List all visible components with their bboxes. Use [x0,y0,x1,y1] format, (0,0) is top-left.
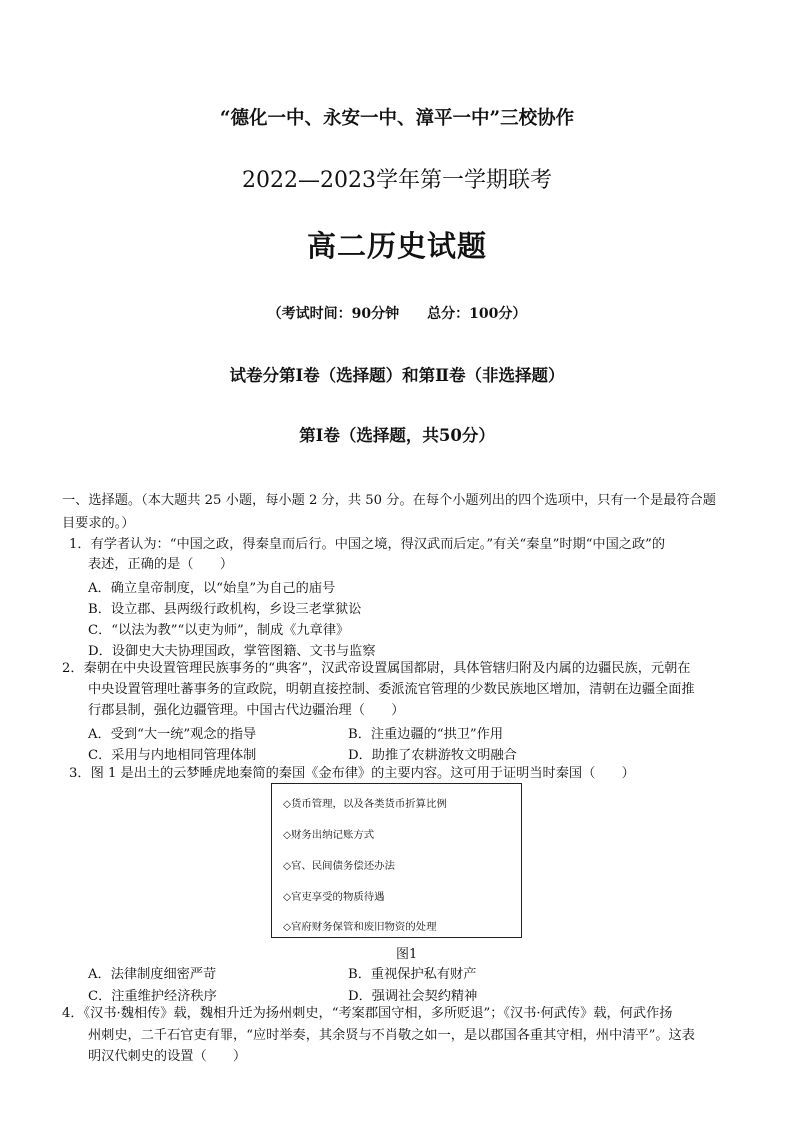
question-stem-line: 行郡县制，强化边疆管理。中国古代边疆治理（ ） [88,703,405,718]
option-c: C．注重维护经济秩序 [88,989,217,1004]
exam-term: 2022—2023学年第一学期联考 [242,168,552,193]
option-b: B．注重边疆的“拱卫”作用 [348,727,504,742]
exam-info [0,303,794,323]
question-stem-line: 1．有学者认为：“中国之政，得秦皇而后行。中国之境，得汉武而后定。”有关“秦皇”时期“中国之政”的 [69,537,666,552]
question-stem-line: 明汉代刺史的设置（ ） [88,1049,247,1064]
figure-item: ◇货币管理，以及各类货币折算比例 [283,798,447,810]
figure-caption: 图1 [396,947,418,962]
figure-1-box [271,783,522,938]
option-b: B．设立郡、县两级行政机构，乡设三老掌狱讼 [88,602,362,617]
paper-structure-note: 试卷分第Ⅰ卷（选择题）和第Ⅱ卷（非选择题） [229,366,565,385]
exam-time: （考试时间：90分钟 [267,306,400,322]
option-b: B．重视保护私有财产 [348,967,477,982]
option-d: D．设御史大夫协理国政，掌管图籍、文书与监察 [88,644,376,659]
exam-total-score: 总分：100分） [427,306,527,322]
option-a: A．法律制度细密严苛 [88,967,217,982]
part-one-title: 第Ⅰ卷（选择题，共50分） [299,426,495,445]
school-header: “德化一中、永安一中、漳平一中”三校协作 [219,108,575,129]
question-stem-line: 州刺史，二千石官吏有罪，“应时举奏，其余贤与不肖敬之如一，是以郡国各重其守相，州中清平”。这表 [88,1028,695,1043]
question-stem-line: 2．秦朝在中央设置管理民族事务的“典客”，汉武帝设置属国都尉，具体管辖归附及内属的边疆民族，元朝在 [62,661,691,676]
figure-item: ◇财务出纳记账方式 [283,829,375,841]
option-c: C．“以法为教”“以吏为师”，制成《九章律》 [88,623,350,638]
section-instruction-line-2: 目要求的。） [62,516,135,531]
option-c: C．采用与内地相同管理体制 [88,748,257,763]
exam-title: 高二历史试题 [306,229,487,263]
section-instruction-line-1: 一、选择题。（本大题共 25 小题，每小题 2 分，共 50 分。在每个小题列出的四个选项中，只有一个是最符合题 [62,493,716,508]
figure-item: ◇官府财务保管和废旧物资的处理 [283,921,437,933]
option-a: A．受到“大一统”观念的指导 [88,727,257,742]
option-a: A．确立皇帝制度，以“始皇”为自己的庙号 [88,581,336,596]
question-stem-line: 表述，正确的是（ ） [88,557,234,572]
figure-item: ◇官、民间债务偿还办法 [283,860,395,872]
question-stem-line: 3．图 1 是出土的云梦睡虎地秦简的秦国《金布律》的主要内容。这可用于证明当时秦国（ ） [69,766,635,781]
figure-item: ◇官吏享受的物质待遇 [283,891,385,903]
option-d: D．强调社会契约精神 [348,989,478,1004]
question-stem-line: 4．《汉书·魏相传》载，魏相升迁为扬州刺史，“考案郡国守相，多所贬退”；《汉书·何武传》载，何武作扬 [62,1006,673,1021]
question-stem-line: 中央设置管理吐蕃事务的宣政院，明朝直接控制、委派流官管理的少数民族地区增加，清朝在边疆全面推 [88,682,695,697]
option-d: D．助推了农耕游牧文明融合 [348,748,517,763]
